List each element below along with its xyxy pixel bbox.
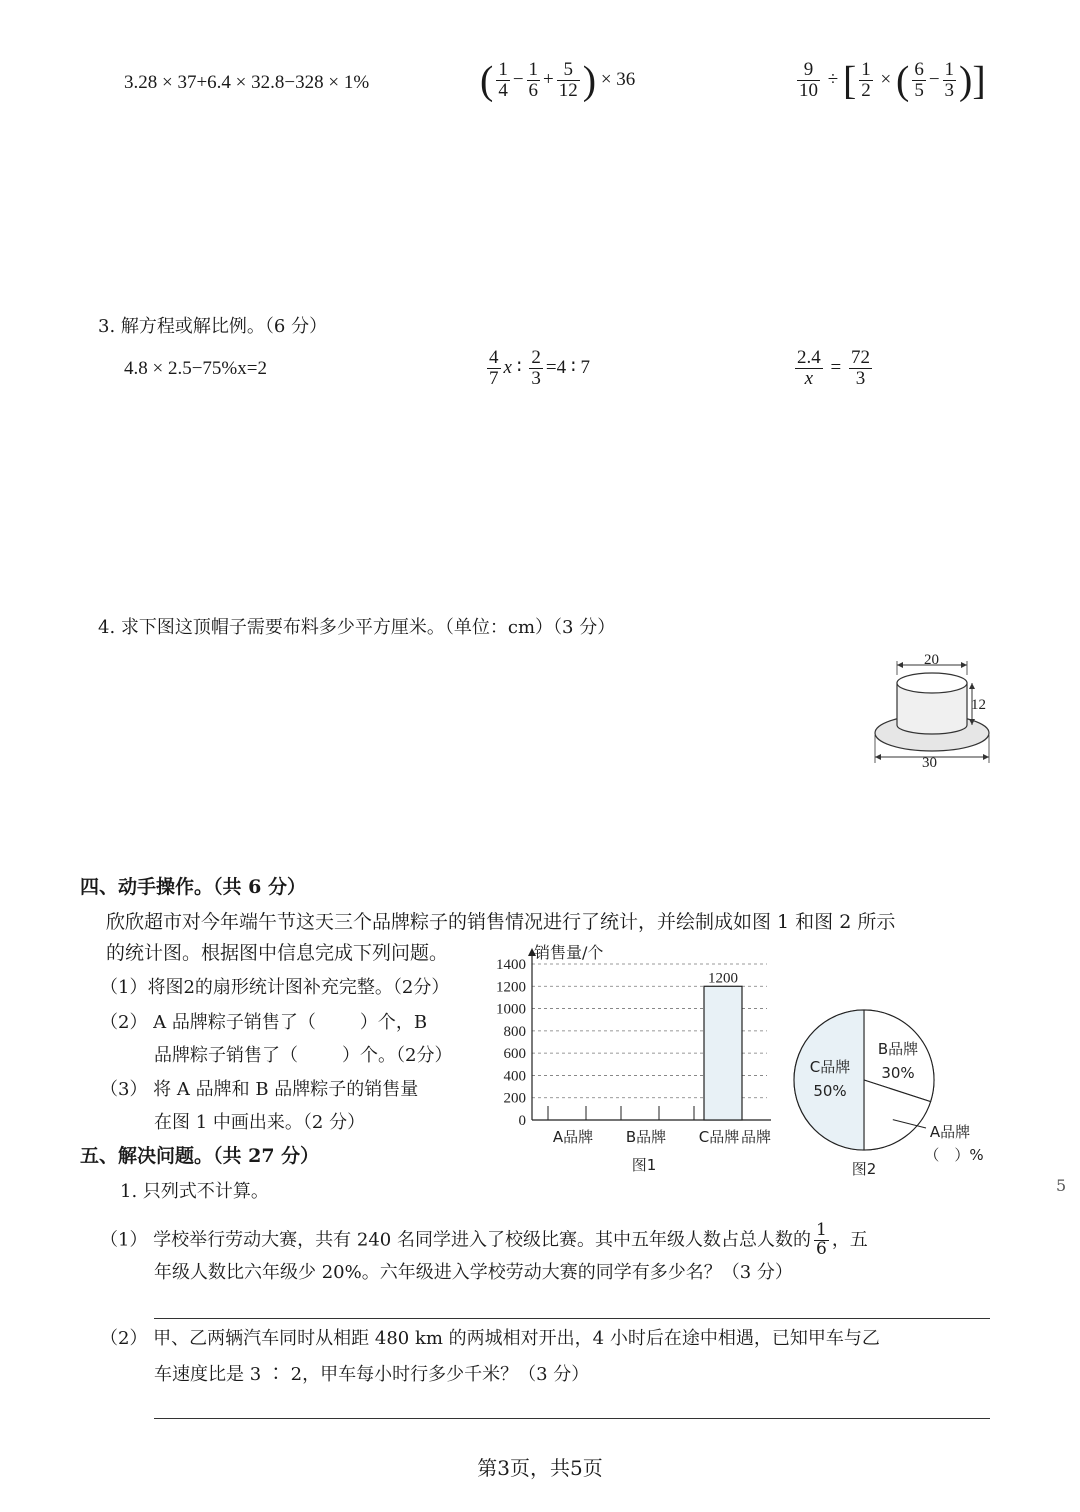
y-tick-label: 1400 [496,957,526,973]
answer-line-2 [154,1418,990,1419]
pie-label-A: A品牌 [929,1123,971,1141]
hat-dim-bottom: 30 [922,755,937,771]
section4-title: 四、动手操作。（共 6 分） [80,876,306,898]
pie-value-C: 50% [813,1082,847,1100]
y-tick-label: 1000 [496,1001,526,1018]
x-category-label: B品牌 [625,1128,667,1146]
hat-diagram [860,645,1000,775]
section4-item2-line1: （2） A 品牌粽子销售了（ ）个，B [100,1012,428,1033]
pie-chart-figure2 [778,1000,998,1185]
section4-item1: （1）将图2的扇形统计图补充完整。（2分） [100,977,450,998]
pie-value-B: 30% [881,1064,915,1082]
calc-expression-3: $\frac{9}{10}$ ÷ [ $\frac{1}{2}$ × ( $\frac{6}{5}$ − $\frac{1}{3}$ )] [799,57,986,103]
y-tick-label: 200 [503,1090,526,1107]
y-tick-label: 800 [503,1023,526,1040]
x-category-label: C品牌 [698,1128,740,1146]
figure2-caption: 图2 [851,1160,877,1178]
q3-equation-1: 4.8 × 2.5−75%x=2 [124,358,267,379]
pie-slice-C品牌 [794,1010,864,1150]
section5-sub1: 1. 只列式不计算。 [120,1181,269,1202]
x-category-label: A品牌 [552,1128,594,1146]
problem1-line1: （1） 学校举行劳动大赛，共有 240 名同学进入了校级比赛。其中五年级人数占总人数的 $\frac{1}{6}$ ，五 [100,1220,868,1259]
q3-equation-3: $\frac{2.4}{x}$ = $\frac{72}{3}$ [797,347,870,389]
bar-chart-figure1 [470,936,800,1181]
q3-title: 3. 解方程或解比例。（6 分） [98,316,328,337]
q3-equation-2: $\frac{4}{7}$ x ∶ $\frac{2}{3}$ =4 ∶ 7 [489,347,591,389]
section4-intro-line2: 的统计图。根据图中信息完成下列问题。 [106,942,449,964]
section5-title: 五、解决问题。（共 27 分） [80,1145,320,1167]
x-axis-label: 品牌 [740,1128,771,1146]
figure1-caption: 图1 [631,1156,657,1174]
q4-title: 4. 求下图这顶帽子需要布料多少平方厘米。（单位：cm）（3 分） [98,617,616,638]
y-axis-label: 销售量/个 [534,943,604,962]
section4-item3-line1: （3） 将 A 品牌和 B 品牌粽子的销售量 [100,1079,419,1100]
page-footer: 第3页，共5页 [477,1456,603,1480]
problem2-line2: 车速度比是 3 ∶ 2，甲车每小时行多少千米？（3 分） [154,1364,590,1385]
section4-item3-line2: 在图 1 中画出来。（2 分） [154,1112,366,1133]
answer-line-1 [154,1318,990,1319]
problem1-line2: 年级人数比六年级少 20%。六年级进入学校劳动大赛的同学有多少名？（3 分） [154,1262,793,1283]
margin-mark: 5 [1056,1176,1067,1195]
bar-data-label: 1200 [708,970,738,987]
calc-expression-1: 3.28 × 37+6.4 × 32.8−328 × 1% [124,72,370,93]
y-tick-label: 600 [503,1046,526,1063]
section4-intro-line1: 欣欣超市对今年端午节这天三个品牌粽子的销售情况进行了统计，并绘制成如图 1 和图 2 所示 [106,911,896,933]
hat-dim-top: 20 [924,652,939,668]
pie-label-C: C品牌 [809,1058,851,1076]
hat-dim-height: 12 [971,697,986,713]
pie-value-A: （ ）% [924,1146,984,1164]
calc-expression-2: ( $\frac{1}{4}$ − $\frac{1}{6}$ + $\frac{5}{12}$ ) × 36 [480,57,636,103]
y-tick-label: 400 [503,1068,526,1085]
pie-label-B: B品牌 [877,1040,919,1058]
section4-item2-line2: 品牌粽子销售了（ ）个。（2分） [154,1045,453,1066]
bar-C品牌 [704,986,742,1120]
y-tick-label: 1200 [496,979,526,996]
problem2-line1: （2） 甲、乙两辆汽车同时从相距 480 km 的两城相对开出，4 小时后在途中相遇，已知甲车与乙 [100,1328,880,1349]
y-tick-label: 0 [518,1113,526,1129]
